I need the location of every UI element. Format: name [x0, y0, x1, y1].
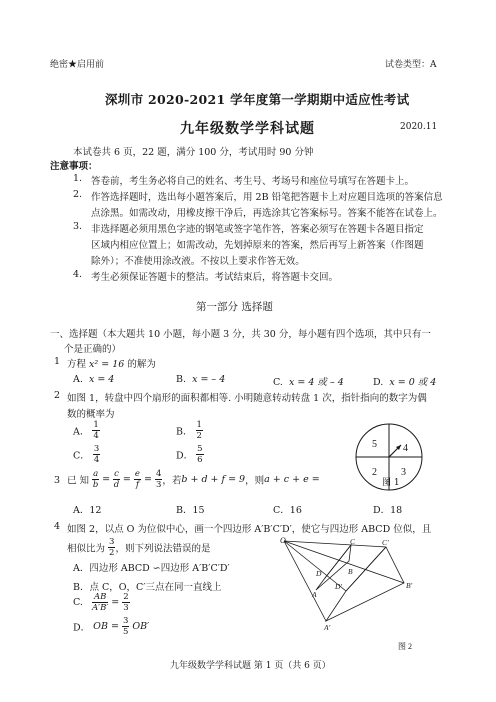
q1-stem-pre: 方程	[67, 359, 90, 370]
q3-option-c: C．16	[273, 505, 302, 516]
label-b-prime: B′	[406, 581, 413, 590]
q1-option-b: B. x = – 4	[176, 374, 226, 385]
q2-option-a: A． $\frac{1}{4}$	[73, 420, 99, 441]
label-b: B	[348, 567, 353, 576]
q2-option-c: C． $\frac{3}{4}$	[73, 444, 100, 465]
exam-date: 2020.11	[400, 122, 438, 132]
q2-number: 2	[54, 390, 61, 401]
figure-2-caption: 图 2	[398, 642, 412, 651]
intro-text: 本试卷共 6 页，22 题，满分 100 分，考试用时 90 分钟	[73, 147, 314, 158]
label-o: O	[280, 536, 286, 545]
note-3-line-1: 非选择题必须用黑色字迹的钢笔或签字笔作答，答案必须写在答题卡各题目指定	[91, 224, 424, 235]
note-3-line-2: 区域内相应位置上；如需改动，先划掉原来的答案，然后再写上新答案（作图题	[91, 240, 424, 251]
q1-option-c: C. x = 4 或 – 4	[273, 377, 344, 388]
homothety-figure	[278, 533, 448, 651]
sector-top-right: 4	[403, 443, 408, 454]
q2-option-b: B． $\frac{1}{2}$	[176, 420, 202, 441]
note-2-line-2: 点涂黑。如需改动，用橡皮擦干净后，再选涂其它答案标号。答案不能答在试卷上。	[91, 208, 443, 219]
note-1-num: 1.	[73, 173, 83, 184]
q1-stem-post: 的解为	[124, 359, 156, 370]
figure-1-caption: 图 1	[382, 478, 400, 488]
q4-number: 4	[54, 521, 61, 532]
section-heading-line-2: 个是正确的）	[64, 344, 122, 355]
q4-stem-line-2: 相似比为 $\frac{3}{2}$ ，则下列说法错误的是	[67, 537, 211, 558]
note-1-line: 答卷前，考生务必将自己的姓名、考生号、考场号和座位号填写在答题卡上。	[91, 176, 415, 187]
q4-option-d: D． OB = $\frac{3}{5}$ OB′	[73, 616, 150, 637]
note-4-num: 4.	[73, 269, 83, 280]
q3-option-b: B．15	[176, 505, 205, 516]
q3-option-d: D．18	[373, 505, 403, 516]
label-c: C	[350, 537, 356, 546]
sector-bottom-left: 2	[372, 467, 377, 478]
sector-bottom-right: 3	[401, 467, 406, 478]
label-d: D	[316, 569, 322, 578]
notes-heading: 注意事项：	[50, 161, 98, 172]
q1-option-a: A. x = 4	[73, 374, 115, 385]
part-heading: 第一部分 选择题	[196, 301, 273, 313]
q2-option-d: D． $\frac{5}{6}$	[176, 444, 203, 465]
q1-stem	[67, 356, 156, 370]
q2-stem-line-1: 如图 1，转盘中四个扇形的面积都相等. 小明随意转动转盘 1 次，指针指向的数字为偶	[67, 393, 427, 404]
exam-title: 深圳市 2020-2021 学年度第一学期期中适应性考试	[105, 92, 410, 107]
note-3-num: 3.	[73, 221, 83, 232]
note-4-line: 考生必须保证答题卡的整洁。考试结束后，将答题卡交回。	[91, 272, 339, 283]
q4-option-c: C. $\frac{AB}{A'B'}$ = $\frac{2}{3}$	[73, 592, 129, 613]
label-a-prime: A′	[324, 623, 331, 632]
q1-option-d: D. x = 0 或 4	[373, 377, 437, 388]
q2-stem-line-2: 数的概率为	[67, 409, 115, 420]
label-a: A	[312, 590, 317, 599]
q4-option-a: A．四边形 ABCD ∽四边形 A′B′C′D′	[73, 563, 230, 574]
section-heading-line-1: 一、选择题（本大题共 10 小题，每小题 3 分，共 30 分，每小题有四个选项，其中只有一	[50, 329, 431, 340]
sector-top-left: 5	[372, 439, 377, 450]
q1-number: 1	[54, 356, 61, 367]
confidential-label: 绝密★启用前	[50, 60, 105, 70]
note-2-num: 2.	[73, 189, 83, 200]
label-c-prime: C′	[382, 538, 389, 547]
q1-stem-math: x² = 16	[89, 359, 125, 370]
q3-option-a: A．12	[73, 505, 102, 516]
note-2-line-1: 作答选择题时，选出每小题答案后，用 2B 铅笔把答题卡上对应题目选项的答案信息	[91, 192, 443, 203]
q4-option-b: B．点 C，O，C′三点在同一直线上	[73, 582, 222, 593]
q4-stem-line-1: 如图 2，以点 O 为位似中心，画一个四边形 A′B′C′D′，使它与四边形 ABCD 位似，且	[67, 524, 432, 535]
ray-o-a	[284, 541, 326, 621]
label-d-prime: D′	[335, 582, 343, 591]
q3-stem: 已 知 $\frac{a}{b}$ = $\frac{c}{d}$ = $\frac{e}{f}$ = $\frac{4}{3}$ ，若b + d + f = 9，则a + c + e =	[67, 469, 320, 490]
paper-type-label: 试卷类型：A	[385, 60, 437, 70]
subject-title: 九年级数学学科试题	[180, 121, 315, 137]
q3-number: 3	[54, 475, 61, 486]
page-footer: 九年级数学学科试题 第 1 页（共 6 页）	[170, 661, 331, 671]
note-3-line-3: 除外）；不准使用涂改液。不按以上要求作答无效。	[91, 256, 305, 267]
